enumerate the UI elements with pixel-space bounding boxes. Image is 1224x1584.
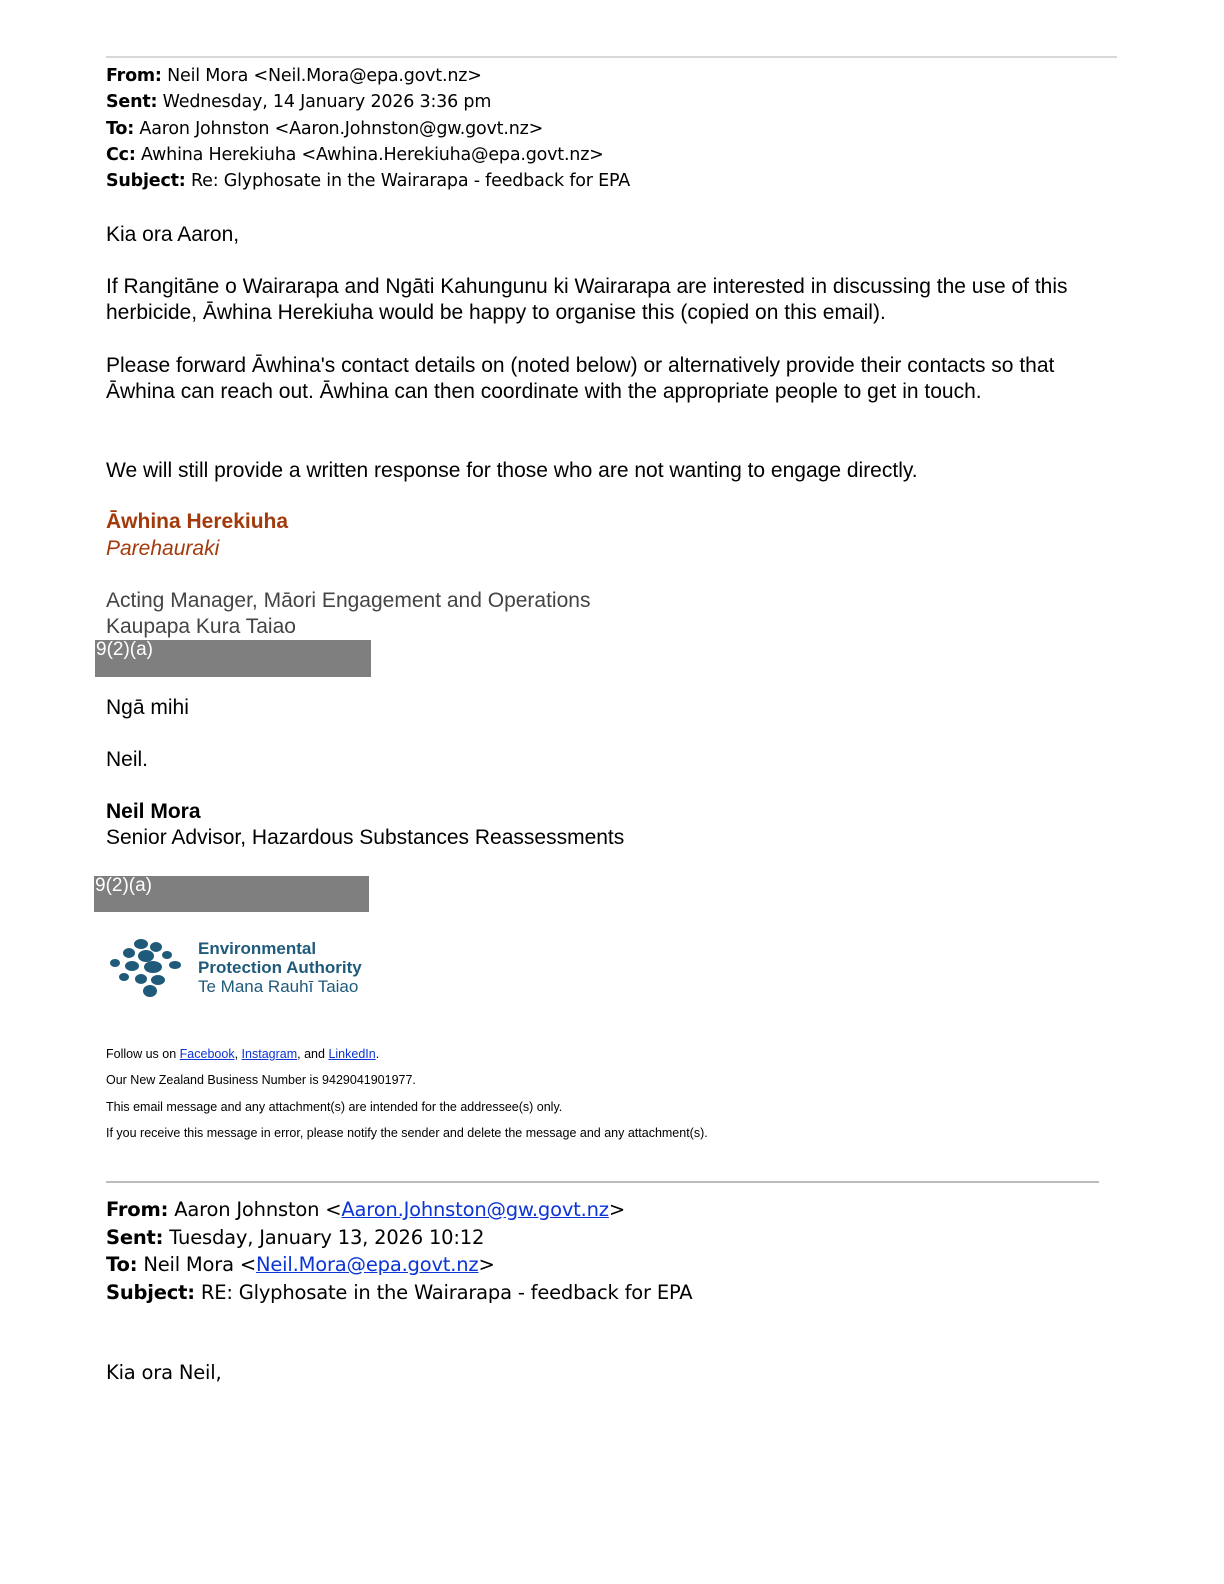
from-name: Aaron Johnston < [174, 1198, 342, 1221]
contact-team: Kaupapa Kura Taiao [106, 615, 296, 638]
email2-greeting: Kia ora Neil, [106, 1361, 222, 1384]
epa-logo [108, 938, 388, 1000]
from-close: > [608, 1198, 625, 1221]
from-value: Neil Mora <Neil.Mora@epa.govt.nz> [167, 66, 482, 86]
follow-comma: , [234, 1047, 239, 1061]
contact-title: Acting Manager, Māori Engagement and Operations [106, 589, 591, 612]
disclaimer-2: If you receive this message in error, please notify the sender and delete the message and any attachment(s). [106, 1126, 708, 1140]
email1-cc-line [106, 145, 604, 165]
logo-line-3: Te Mana Rauhī Taiao [198, 977, 359, 996]
email1-sent-line [106, 92, 491, 112]
logo-line-2: Protection Authority [198, 958, 362, 977]
contact-name: Āwhina Herekiuha [106, 510, 289, 533]
follow-prefix: Follow us on [106, 1047, 177, 1061]
email2-subject-line [106, 1281, 692, 1304]
email1-greeting: Kia ora Aaron, [106, 223, 240, 246]
signature-name: Neil Mora [106, 800, 201, 823]
sent-value: Wednesday, 14 January 2026 3:36 pm [162, 92, 492, 112]
redaction-box: 9(2)(a) [94, 876, 369, 912]
follow-end: . [375, 1047, 380, 1061]
to-email-link[interactable]: Neil.Mora@epa.govt.nz [256, 1253, 479, 1276]
from-email-link[interactable]: Aaron.Johnston@gw.govt.nz [341, 1198, 609, 1221]
disclaimer-1: This email message and any attachment(s) are intended for the addressee(s) only. [106, 1100, 563, 1114]
sent-label: Sent: [106, 1226, 164, 1249]
signature-title: Senior Advisor, Hazardous Substances Reassessments [106, 826, 625, 849]
from-label: From: [106, 66, 162, 86]
email2-from-line [106, 1198, 625, 1221]
email1-to-line [106, 119, 543, 139]
to-label: To: [106, 1253, 138, 1276]
logo-line-1: Environmental [198, 939, 317, 958]
follow-us-line [106, 1047, 379, 1061]
follow-and: , and [297, 1047, 325, 1061]
email2-to-line [106, 1253, 495, 1276]
to-label: To: [106, 119, 135, 139]
to-name: Neil Mora < [143, 1253, 256, 1276]
sent-value: Tuesday, January 13, 2026 10:12 [169, 1226, 485, 1249]
email1-paragraph-1: If Rangitāne o Wairarapa and Ngāti Kahungunu ki Wairarapa are interested in discussing the use of this herbicide, Āwhina Herekiuha would be happy to organise this (copied on this email). [106, 275, 1068, 324]
subject-value: Re: Glyphosate in the Wairarapa - feedback for EPA [190, 171, 631, 191]
to-value: Aaron Johnston <Aaron.Johnston@gw.govt.nz> [139, 119, 544, 139]
cc-value: Awhina Herekiuha <Awhina.Herekiuha@epa.govt.nz> [141, 145, 604, 165]
sent-label: Sent: [106, 92, 158, 112]
to-close: > [478, 1253, 495, 1276]
email1-paragraph-3: We will still provide a written response for those who are not wanting to engage directly. [106, 459, 918, 482]
sign-off: Neil. [106, 748, 149, 771]
linkedin-link[interactable]: LinkedIn [328, 1047, 376, 1061]
message-divider [106, 1181, 1099, 1183]
epa-logo-mark-icon [108, 938, 186, 998]
contact-iwi: Parehauraki [106, 537, 220, 560]
email1-paragraph-2: Please forward Āwhina's contact details on (noted below) or alternatively provide their contacts so that Āwhina can reach out. Āwhina can then coordinate with the appropriate people to get in touch. [106, 354, 1055, 403]
from-label: From: [106, 1198, 169, 1221]
email1-from-line [106, 66, 482, 86]
subject-label: Subject: [106, 1281, 195, 1304]
top-divider [106, 56, 1117, 58]
closing: Ngā mihi [106, 696, 189, 719]
instagram-link[interactable]: Instagram [241, 1047, 298, 1061]
email2-sent-line [106, 1226, 484, 1249]
subject-value: RE: Glyphosate in the Wairarapa - feedback for EPA [200, 1281, 693, 1304]
subject-label: Subject: [106, 171, 186, 191]
business-number: Our New Zealand Business Number is 9429041901977. [106, 1073, 416, 1087]
redaction-box: 9(2)(a) [95, 640, 371, 677]
facebook-link[interactable]: Facebook [179, 1047, 235, 1061]
email1-subject-line [106, 171, 630, 191]
cc-label: Cc: [106, 145, 136, 165]
